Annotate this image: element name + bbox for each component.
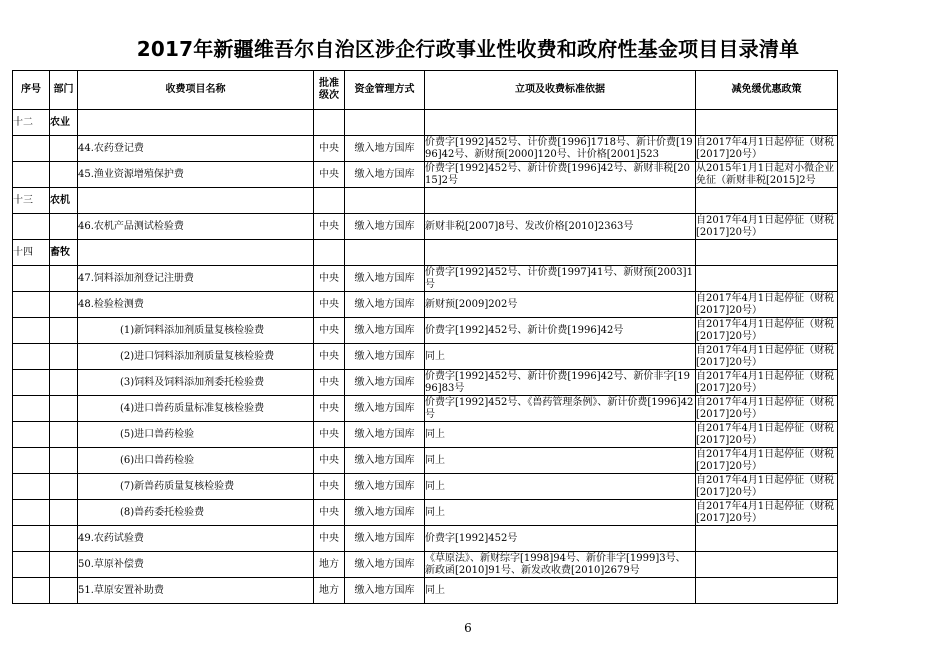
legal-basis: 《草原法》、新财综字[1998]94号、新价非字[1999]3号、新政函[2010]91号、新发改收费[2010]2679号 [425, 552, 696, 578]
approval-level: 地方 [314, 552, 345, 578]
row-dept [50, 526, 78, 552]
table-body [13, 110, 838, 604]
table-row [13, 318, 838, 344]
row-dept [50, 292, 78, 318]
relief-policy: 自2017年4月1日起停征（财税[2017]20号） [696, 344, 838, 370]
fee-item-name: (2)进口饲料添加剂质量复核检验费 [78, 344, 314, 370]
section-dept: 畜牧 [50, 240, 78, 266]
approval-level: 中央 [314, 318, 345, 344]
header-level [314, 71, 345, 110]
table-row [13, 448, 838, 474]
fee-item-name: 45.渔业资源增殖保护费 [78, 162, 314, 188]
row-seq [13, 266, 50, 292]
empty-cell [345, 240, 425, 266]
legal-basis: 新财非税[2007]8号、发改价格[2010]2363号 [425, 214, 696, 240]
row-dept [50, 448, 78, 474]
legal-basis: 同上 [425, 500, 696, 526]
fee-item-name: 49.农药试验费 [78, 526, 314, 552]
section-seq: 十三 [13, 188, 50, 214]
section-row [13, 110, 838, 136]
row-seq [13, 578, 50, 604]
approval-level: 中央 [314, 422, 345, 448]
header-basis: 立项及收费标准依据 [425, 71, 696, 110]
table-row [13, 578, 838, 604]
row-dept [50, 344, 78, 370]
page-number: 6 [464, 621, 472, 635]
approval-level: 中央 [314, 292, 345, 318]
fee-item-name: (3)饲料及饲料添加剂委托检验费 [78, 370, 314, 396]
relief-policy: 自2017年4月1日起停征（财税[2017]20号） [696, 422, 838, 448]
empty-cell [314, 240, 345, 266]
fund-management: 缴入地方国库 [345, 292, 425, 318]
fund-management: 缴入地方国库 [345, 396, 425, 422]
row-seq [13, 344, 50, 370]
table-row [13, 162, 838, 188]
approval-level: 中央 [314, 396, 345, 422]
empty-cell [425, 188, 696, 214]
row-seq [13, 396, 50, 422]
section-seq: 十四 [13, 240, 50, 266]
fee-item-name: (1)新饲料添加剂质量复核检验费 [78, 318, 314, 344]
fee-item-name: 50.草原补偿费 [78, 552, 314, 578]
empty-cell [345, 110, 425, 136]
fund-management: 缴入地方国库 [345, 370, 425, 396]
row-dept [50, 162, 78, 188]
row-dept [50, 552, 78, 578]
fund-management: 缴入地方国库 [345, 214, 425, 240]
relief-policy: 自2017年4月1日起停征（财税[2017]20号） [696, 448, 838, 474]
table-row [13, 526, 838, 552]
fund-management: 缴入地方国库 [345, 552, 425, 578]
approval-level: 中央 [314, 500, 345, 526]
table-row [13, 552, 838, 578]
fee-item-name: 48.检验检测费 [78, 292, 314, 318]
empty-cell [78, 110, 314, 136]
fee-item-name: (4)进口兽药质量标准复核检验费 [78, 396, 314, 422]
fund-management: 缴入地方国库 [345, 318, 425, 344]
section-dept: 农机 [50, 188, 78, 214]
legal-basis: 同上 [425, 448, 696, 474]
legal-basis: 新财预[2009]202号 [425, 292, 696, 318]
empty-cell [345, 188, 425, 214]
legal-basis: 同上 [425, 422, 696, 448]
row-dept [50, 266, 78, 292]
row-dept [50, 136, 78, 162]
table-header-row [13, 71, 838, 110]
fee-item-name: 46.农机产品测试检验费 [78, 214, 314, 240]
legal-basis: 价费字[1992]452号、计价费[1996]1718号、新计价费[1996]42号、新财预[2000]120号、计价格[2001]523 [425, 136, 696, 162]
approval-level: 中央 [314, 526, 345, 552]
legal-basis: 价费字[1992]452号 [425, 526, 696, 552]
empty-cell [78, 188, 314, 214]
page-title: 2017年新疆维吾尔自治区涉企行政事业性收费和政府性基金项目目录清单 [136, 37, 800, 61]
row-seq [13, 292, 50, 318]
row-dept [50, 318, 78, 344]
row-dept [50, 578, 78, 604]
row-dept [50, 214, 78, 240]
fund-management: 缴入地方国库 [345, 526, 425, 552]
empty-cell [696, 110, 838, 136]
row-dept [50, 370, 78, 396]
relief-policy: 自2017年4月1日起停征（财税[2017]20号） [696, 396, 838, 422]
row-seq [13, 318, 50, 344]
relief-policy: 自2017年4月1日起停征（财税[2017]20号） [696, 370, 838, 396]
row-dept [50, 422, 78, 448]
fee-item-name: 44.农药登记费 [78, 136, 314, 162]
fee-catalog-table [12, 70, 838, 604]
row-dept [50, 500, 78, 526]
fee-item-name: (5)进口兽药检验 [78, 422, 314, 448]
row-seq [13, 422, 50, 448]
table-row [13, 214, 838, 240]
empty-cell [314, 110, 345, 136]
header-seq: 序号 [13, 71, 50, 110]
empty-cell [78, 240, 314, 266]
relief-policy [696, 552, 838, 578]
relief-policy [696, 266, 838, 292]
relief-policy: 自2017年4月1日起停征（财税[2017]20号） [696, 292, 838, 318]
fee-item-name: (7)新兽药质量复核检验费 [78, 474, 314, 500]
fund-management: 缴入地方国库 [345, 344, 425, 370]
header-level-line1: 批准 [319, 78, 339, 89]
table-row [13, 500, 838, 526]
relief-policy: 自2017年4月1日起停征（财税[2017]20号） [696, 136, 838, 162]
legal-basis: 价费字[1992]452号、新计价费[1996]42号、新财非税[2015]2号 [425, 162, 696, 188]
legal-basis: 同上 [425, 474, 696, 500]
section-seq: 十二 [13, 110, 50, 136]
header-dept: 部门 [50, 71, 78, 110]
relief-policy: 从2015年1月1日起对小微企业免征（新财非税[2015]2号 [696, 162, 838, 188]
fund-management: 缴入地方国库 [345, 422, 425, 448]
section-row [13, 188, 838, 214]
fund-management: 缴入地方国库 [345, 474, 425, 500]
empty-cell [696, 240, 838, 266]
table-row [13, 266, 838, 292]
header-level-line2: 级次 [319, 90, 339, 101]
fee-item-name: 51.草原安置补助费 [78, 578, 314, 604]
relief-policy [696, 578, 838, 604]
approval-level: 地方 [314, 578, 345, 604]
approval-level: 中央 [314, 214, 345, 240]
fund-management: 缴入地方国库 [345, 448, 425, 474]
legal-basis: 同上 [425, 578, 696, 604]
legal-basis: 价费字[1992]452号、新计价费[1996]42号 [425, 318, 696, 344]
header-name: 收费项目名称 [78, 71, 314, 110]
row-seq [13, 370, 50, 396]
row-seq [13, 448, 50, 474]
fund-management: 缴入地方国库 [345, 136, 425, 162]
empty-cell [314, 188, 345, 214]
relief-policy: 自2017年4月1日起停征（财税[2017]20号） [696, 500, 838, 526]
fund-management: 缴入地方国库 [345, 500, 425, 526]
table-row [13, 344, 838, 370]
fee-item-name: 47.饲料添加剂登记注册费 [78, 266, 314, 292]
table-row [13, 370, 838, 396]
header-policy: 减免缓优惠政策 [696, 71, 838, 110]
relief-policy [696, 526, 838, 552]
fund-management: 缴入地方国库 [345, 578, 425, 604]
relief-policy: 自2017年4月1日起停征（财税[2017]20号） [696, 318, 838, 344]
legal-basis: 价费字[1992]452号、新计价费[1996]42号、新价非字[1996]83号 [425, 370, 696, 396]
table-row [13, 396, 838, 422]
relief-policy: 自2017年4月1日起停征（财税[2017]20号） [696, 214, 838, 240]
table-row [13, 136, 838, 162]
legal-basis: 价费字[1992]452号、计价费[1997]41号、新财预[2003]1号 [425, 266, 696, 292]
row-dept [50, 396, 78, 422]
approval-level: 中央 [314, 266, 345, 292]
approval-level: 中央 [314, 344, 345, 370]
row-seq [13, 526, 50, 552]
fund-management: 缴入地方国库 [345, 162, 425, 188]
approval-level: 中央 [314, 448, 345, 474]
section-row [13, 240, 838, 266]
empty-cell [425, 110, 696, 136]
section-dept: 农业 [50, 110, 78, 136]
row-seq [13, 500, 50, 526]
approval-level: 中央 [314, 162, 345, 188]
relief-policy: 自2017年4月1日起停征（财税[2017]20号） [696, 474, 838, 500]
row-seq [13, 552, 50, 578]
approval-level: 中央 [314, 136, 345, 162]
empty-cell [425, 240, 696, 266]
fee-item-name: (6)出口兽药检验 [78, 448, 314, 474]
header-mgmt: 资金管理方式 [345, 71, 425, 110]
empty-cell [696, 188, 838, 214]
fee-item-name: (8)兽药委托检验费 [78, 500, 314, 526]
row-seq [13, 214, 50, 240]
fund-management: 缴入地方国库 [345, 266, 425, 292]
row-seq [13, 136, 50, 162]
table-row [13, 474, 838, 500]
table-row [13, 422, 838, 448]
row-dept [50, 474, 78, 500]
legal-basis: 价费字[1992]452号、《兽药管理条例》、新计价费[1996]42号 [425, 396, 696, 422]
approval-level: 中央 [314, 370, 345, 396]
legal-basis: 同上 [425, 344, 696, 370]
approval-level: 中央 [314, 474, 345, 500]
table-row [13, 292, 838, 318]
row-seq [13, 474, 50, 500]
row-seq [13, 162, 50, 188]
